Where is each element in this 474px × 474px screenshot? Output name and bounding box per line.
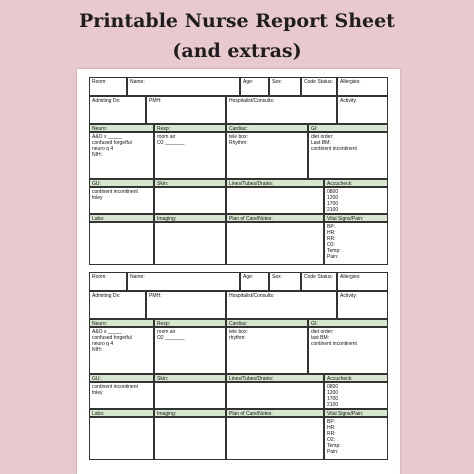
- room-label: Room:: [92, 274, 107, 280]
- age-field[interactable]: [240, 77, 269, 96]
- labs-box[interactable]: [89, 222, 154, 265]
- imaging-header: [154, 409, 226, 417]
- lines-label: Lines/Tubes/Drains:: [229, 376, 274, 382]
- resp-label: Resp:: [157, 321, 171, 327]
- neuro-box[interactable]: [89, 327, 154, 374]
- vitals-rr: RR:: [327, 431, 336, 437]
- vitals-box[interactable]: [324, 417, 388, 460]
- accucheck-box[interactable]: [324, 187, 388, 214]
- gi-header: [308, 319, 388, 327]
- pmh-field[interactable]: [146, 96, 226, 124]
- cardiac-label: Cardiac:: [229, 126, 248, 132]
- sex-field[interactable]: [269, 272, 301, 291]
- accucheck-0800: 0800: [327, 384, 339, 390]
- name-field[interactable]: [127, 77, 240, 96]
- accucheck-header: [324, 179, 388, 187]
- allergies-label: Allergies:: [340, 79, 361, 85]
- lines-header: [226, 374, 324, 382]
- labs-header: [89, 214, 154, 222]
- page-subtitle: (and extras): [172, 40, 302, 62]
- code-status-label: Code Status:: [304, 274, 333, 280]
- gu-header: [89, 179, 154, 187]
- activity-field[interactable]: [337, 96, 388, 124]
- sex-field[interactable]: [269, 77, 301, 96]
- imaging-box[interactable]: [154, 222, 226, 265]
- neuro-confused-line: confused forgetful: [92, 335, 132, 341]
- gi-continent-line: continent incontinent: [311, 341, 357, 347]
- allergies-field[interactable]: [337, 77, 388, 96]
- vitals-temp: Temp:: [327, 248, 341, 254]
- plan-label: Plan of Care/Notes:: [229, 216, 273, 222]
- gi-diet-line: diet order:: [311, 134, 334, 140]
- pmh-field[interactable]: [146, 291, 226, 319]
- labs-label: Labs:: [92, 411, 105, 417]
- age-field[interactable]: [240, 272, 269, 291]
- name-label: Name:: [130, 274, 145, 280]
- resp-label: Resp:: [157, 126, 171, 132]
- neuro-nih-line: NIH:: [92, 347, 102, 353]
- hospitalist-label: Hospitalist/Consults:: [229, 293, 275, 299]
- gi-box[interactable]: [308, 132, 388, 179]
- gi-box[interactable]: [308, 327, 388, 374]
- vitals-label: Vital Signs/Pain:: [327, 216, 364, 222]
- neuro-box[interactable]: [89, 132, 154, 179]
- neuro-header: [89, 319, 154, 327]
- hospitalist-field[interactable]: [226, 96, 337, 124]
- activity-label: Activity:: [340, 293, 358, 299]
- resp-room-air-line: room air: [157, 134, 176, 140]
- lines-label: Lines/Tubes/Drains:: [229, 181, 274, 187]
- cardiac-tele-line: tele box:: [229, 134, 248, 140]
- age-label: Age:: [243, 79, 254, 85]
- resp-header: [154, 124, 226, 132]
- age-label: Age:: [243, 274, 254, 280]
- cardiac-rhythm-line: Rhythm:: [229, 140, 248, 146]
- cardiac-box[interactable]: [226, 132, 308, 179]
- gi-bm-line: Last BM:: [311, 140, 331, 146]
- pmh-label: PMH:: [149, 98, 162, 104]
- code-status-field[interactable]: [301, 77, 337, 96]
- cardiac-header: [226, 319, 308, 327]
- gu-continent-line: continent incontinent: [92, 384, 138, 390]
- vitals-rr: RR:: [327, 236, 336, 242]
- sex-label: Sex:: [272, 274, 283, 280]
- activity-field[interactable]: [337, 291, 388, 319]
- accucheck-label: Accucheck:: [327, 181, 353, 187]
- gi-label: GI:: [311, 321, 318, 327]
- allergies-label: Allergies:: [340, 274, 361, 280]
- plan-header: [226, 214, 324, 222]
- plan-label: Plan of Care/Notes:: [229, 411, 273, 417]
- vitals-temp: Temp:: [327, 443, 341, 449]
- gi-continent-line: continent incontinent: [311, 146, 357, 152]
- vitals-header: [324, 409, 388, 417]
- gu-label: GU:: [92, 376, 101, 382]
- skin-label: Skin:: [157, 376, 169, 382]
- cardiac-box[interactable]: [226, 327, 308, 374]
- resp-o2-line: O2 _______: [157, 140, 185, 146]
- admitting-dx-label: Admiting Dx:: [92, 293, 121, 299]
- neuro-label: Neuro:: [92, 126, 108, 132]
- vitals-box[interactable]: [324, 222, 388, 265]
- gi-header: [308, 124, 388, 132]
- gu-continent-line: continent incontinent: [92, 189, 138, 195]
- plan-box[interactable]: [226, 222, 324, 265]
- gi-bm-line: last BM:: [311, 335, 330, 341]
- imaging-label: Imaging:: [157, 216, 177, 222]
- resp-box[interactable]: [154, 132, 226, 179]
- accucheck-1700: 1700: [327, 396, 339, 402]
- admitting-dx-field[interactable]: [89, 291, 146, 319]
- vitals-pain: Pain:: [327, 254, 339, 260]
- vitals-hr: HR:: [327, 230, 336, 236]
- accucheck-2100: 2100: [327, 402, 339, 408]
- cardiac-label: Cardiac:: [229, 321, 248, 327]
- room-label: Room:: [92, 79, 107, 85]
- gu-box[interactable]: [89, 187, 154, 214]
- vitals-bp: BP:: [327, 419, 336, 425]
- imaging-header: [154, 214, 226, 222]
- labs-box[interactable]: [89, 417, 154, 460]
- report-sheet: [77, 69, 400, 474]
- accucheck-2100: 2100: [327, 207, 339, 213]
- admitting-dx-field[interactable]: [89, 96, 146, 124]
- neuro-label: Neuro:: [92, 321, 108, 327]
- neuro-confused-line: confused forgetful: [92, 140, 132, 146]
- neuro-ao-line: A&O x _____: [92, 329, 122, 335]
- skin-header: [154, 179, 226, 187]
- accucheck-box[interactable]: [324, 382, 388, 409]
- resp-o2-line: O2 _______: [157, 335, 185, 341]
- neuro-q4-line: neuro q 4: [92, 146, 114, 152]
- labs-label: Labs:: [92, 216, 105, 222]
- cardiac-rhythm-line: rhythm:: [229, 335, 246, 341]
- skin-box[interactable]: [154, 382, 226, 409]
- lines-box[interactable]: [226, 187, 324, 214]
- accucheck-1200: 1200: [327, 195, 339, 201]
- cardiac-header: [226, 124, 308, 132]
- hospitalist-label: Hospitalist/Consults:: [229, 98, 275, 104]
- skin-header: [154, 374, 226, 382]
- room-field[interactable]: [89, 272, 127, 291]
- name-label: Name:: [130, 79, 145, 85]
- plan-header: [226, 409, 324, 417]
- patient-block-2: [89, 272, 388, 460]
- name-field[interactable]: [127, 272, 240, 291]
- lines-box[interactable]: [226, 382, 324, 409]
- code-status-field[interactable]: [301, 272, 337, 291]
- vitals-bp: BP:: [327, 224, 336, 230]
- imaging-box[interactable]: [154, 417, 226, 460]
- neuro-q4-line: neuro q 4: [92, 341, 114, 347]
- lines-header: [226, 179, 324, 187]
- neuro-header: [89, 124, 154, 132]
- pmh-label: PMH:: [149, 293, 162, 299]
- neuro-nih-line: NIH:: [92, 152, 102, 158]
- accucheck-1200: 1200: [327, 390, 339, 396]
- accucheck-header: [324, 374, 388, 382]
- hospitalist-field[interactable]: [226, 291, 337, 319]
- vitals-hr: HR:: [327, 425, 336, 431]
- resp-box[interactable]: [154, 327, 226, 374]
- vitals-header: [324, 214, 388, 222]
- plan-box[interactable]: [226, 417, 324, 460]
- cardiac-tele-line: tele box:: [229, 329, 248, 335]
- vitals-o2: O2:: [327, 242, 336, 248]
- page-title: Printable Nurse Report Sheet: [79, 10, 395, 32]
- skin-label: Skin:: [157, 181, 169, 187]
- accucheck-label: Accucheck:: [327, 376, 353, 382]
- allergies-field[interactable]: [337, 272, 388, 291]
- sex-label: Sex:: [272, 79, 283, 85]
- gi-label: GI:: [311, 126, 318, 132]
- gi-diet-line: diet order:: [311, 329, 334, 335]
- resp-header: [154, 319, 226, 327]
- gu-foley-line: foley: [92, 195, 103, 201]
- accucheck-1700: 1700: [327, 201, 339, 207]
- activity-label: Activity:: [340, 98, 358, 104]
- resp-room-air-line: room air: [157, 329, 176, 335]
- code-status-label: Code Status:: [304, 79, 333, 85]
- gu-foley-line: foley: [92, 390, 103, 396]
- room-field[interactable]: [89, 77, 127, 96]
- patient-block-1: [89, 77, 388, 265]
- admitting-dx-label: Admiting Dx:: [92, 98, 121, 104]
- neuro-ao-line: A&O x _____: [92, 134, 122, 140]
- vitals-pain: Pain:: [327, 449, 339, 455]
- vitals-label: Vital Signs/Pain:: [327, 411, 364, 417]
- accucheck-0800: 0800: [327, 189, 339, 195]
- skin-box[interactable]: [154, 187, 226, 214]
- imaging-label: Imaging:: [157, 411, 177, 417]
- gu-label: GU:: [92, 181, 101, 187]
- gu-header: [89, 374, 154, 382]
- labs-header: [89, 409, 154, 417]
- vitals-o2: O2:: [327, 437, 336, 443]
- gu-box[interactable]: [89, 382, 154, 409]
